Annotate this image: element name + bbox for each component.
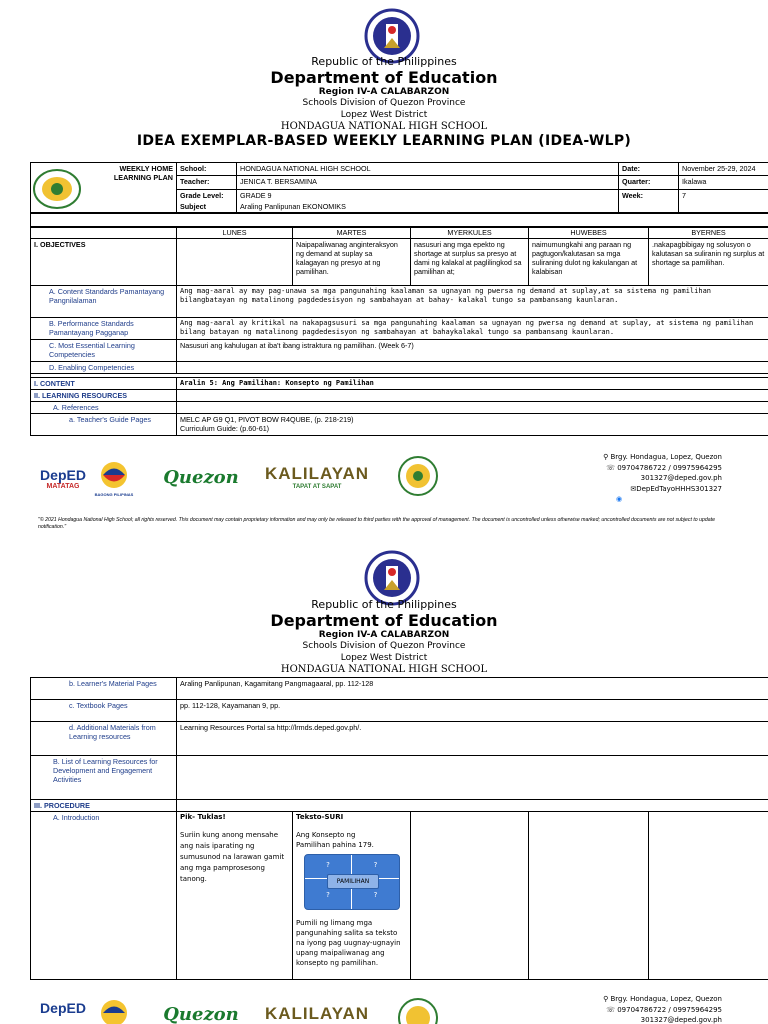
intro-huwebes: [529, 812, 649, 980]
performance-standards-label: B. Performance Standards Pamantayang Pagganap: [31, 318, 177, 340]
bagong-pilipinas-icon: [99, 460, 129, 492]
wlp-objectives-table: [30, 226, 768, 436]
school-seal-icon-2: [398, 998, 438, 1024]
department-title: Department of Education: [270, 68, 498, 87]
objectives-label: I. OBJECTIVES: [31, 239, 177, 286]
footer-page1: [0, 450, 768, 514]
references-label: A. References: [31, 402, 177, 414]
bagong-pilipinas-logo-2: [92, 998, 136, 1024]
introduction-label: A. Introduction: [31, 812, 177, 980]
teacher-label: Teacher:: [177, 176, 237, 190]
region-text: Region IV-A CALABARZON: [318, 87, 450, 97]
obj-huwebes: naimumungkahi ang paraan ng pagtugon/kalutasan sa mga suliraning dulot ng kakulangan at kalabisan: [529, 239, 649, 286]
phone-icon-2: ☏: [606, 1005, 615, 1014]
location-icon: ⚲: [603, 453, 609, 461]
diagram-q2: ?: [352, 855, 399, 880]
list-resources-label: B. List of Learning Resources for Development and Engagement Activities: [31, 756, 177, 800]
deped-matatag-logo-2: [36, 1000, 90, 1024]
republic-text-2: Republic of the Philippines: [311, 598, 457, 611]
wlp-label: WEEKLY HOME LEARNING PLAN: [113, 164, 173, 182]
district-text-2: Lopez West District: [340, 653, 428, 663]
quarter-label: Quarter:: [619, 176, 679, 190]
school-value: HONDAGUA NATIONAL HIGH SCHOOL: [237, 163, 619, 176]
melc-label: C. Most Essential Learning Competencies: [31, 340, 177, 362]
wlp-table-page1: [30, 162, 768, 228]
obj-lunes: [177, 239, 293, 286]
deped-quezon-logo: [162, 460, 240, 494]
pik-tuklas-text: Suriin kung anong mensahe ang nais iparating ng sumusunod na larawan gamit ang mga pamprosesong tanong.: [180, 830, 285, 883]
content-standards-value: Ang mag-aaral ay may pag-unawa sa mga pangunahing kaalaman sa ugnayan ng pwersa ng demand at suplay,at sa sistema ng pamilihan bilangbatayan ng matalinong pagdedesisyon ng sambahayan at bahay- kalakal tungo sa pambansang kaunlaran.: [177, 286, 768, 318]
intro-martes: [293, 812, 411, 980]
location-icon-2: ⚲: [603, 995, 609, 1003]
deped-logo-text-2: DepED: [40, 1000, 86, 1016]
obj-myerkules: nasusuri ang mga epekto ng shortage at surplus sa presyo at dami ng kalakal at paglilingkod sa pamilihan at;: [411, 239, 529, 286]
references-value: [177, 402, 768, 414]
bagong-text: BAGONG PILIPINAS: [94, 491, 134, 497]
diagram-q4: ?: [373, 891, 378, 900]
day-myerkules: MYERKULES: [411, 227, 529, 239]
diagram-q3: ?: [305, 879, 352, 909]
list-resources-value: [177, 756, 768, 800]
day-lunes: LUNES: [177, 227, 293, 239]
performance-standards-value: Ang mag-aaral ay kritikal na nakapagsusuri sa mga pangunahing kaalaman sa ugnayan ng pwersa ng demand at suplay, at sistema ng pamilihan bilang batayan ng matalinong pagdedesisyon ng sambahayan at bahaykalakal tungo sa pambansang kaunlaran.: [177, 318, 768, 340]
kalilayan-logo-2: [256, 1004, 378, 1024]
republic-text: Republic of the Philippines: [311, 55, 457, 68]
wlp-label-cell: [31, 163, 177, 214]
obj-martes: Naipapaliwanag anginteraksyon ng demand at suplay sa kalagayan ng presyo at ng pamilihan.: [293, 239, 411, 286]
pik-tuklas-title: Pik- Tuklas!: [180, 813, 226, 821]
procedure-value: [177, 800, 768, 812]
address-text-2: Brgy. Hondagua, Lopez, Quezon: [610, 995, 722, 1003]
spacer-row: [31, 213, 768, 227]
day-martes: MARTES: [293, 227, 411, 239]
learner-material-label: b. Learner's Material Pages: [31, 678, 177, 700]
tg-line2: Curriculum Guide: (p.60-61): [180, 424, 270, 433]
kalilayan-logo: [256, 460, 378, 494]
additional-label: d. Additional Materials from Learning resources: [31, 722, 177, 756]
deped-quezon-logo-2: [162, 1004, 240, 1024]
resources-value: [177, 390, 768, 402]
quezon-text-2: Quezon: [163, 1004, 239, 1024]
day-huwebes: HUWEBES: [529, 227, 649, 239]
teksto-suri-text: Ang Konsepto ng Pamilihan pahina 179.: [296, 830, 374, 849]
week-value: 7: [679, 190, 768, 214]
contact-block-2: [522, 994, 722, 1024]
resources-label: II. LEARNING RESOURCES: [31, 390, 177, 402]
enabling-label: D. Enabling Competencies: [31, 362, 177, 374]
intro-myerkules: [411, 812, 529, 980]
learner-material-value: Araling Panlipunan, Kagamitang Pangmagaaral, pp. 112-128: [177, 678, 768, 700]
empty-head: [31, 227, 177, 239]
department-title-2: Department of Education: [270, 611, 498, 630]
kalilayan-text: KALILAYAN: [264, 464, 370, 483]
phone-text: 09704786722 / 09975964295: [617, 463, 722, 472]
bagong-pilipinas-icon-2: [99, 998, 129, 1024]
school-logo-icon: [33, 169, 81, 209]
enabling-value: [177, 362, 768, 374]
wlp-table-page2: [30, 677, 768, 980]
fb-text: DepEdTayoHHHS301327: [636, 484, 722, 493]
email-text-2: 301327@deped.gov.ph: [640, 1016, 722, 1024]
region-text-2: Region IV-A CALABARZON: [318, 630, 450, 640]
deped-logo-text: DepED: [40, 466, 86, 483]
phone-icon: ☏: [606, 463, 615, 472]
subject-label: Subject: [177, 201, 237, 213]
teksto-suri-title: Teksto-SURI: [296, 813, 344, 821]
teacher-value: JENICA T. BERSAMINA: [237, 176, 619, 190]
district-text: Lopez West District: [340, 110, 428, 120]
kalilayan-text-2: KALILAYAN: [264, 1004, 370, 1023]
facebook-icon[interactable]: ◉: [616, 495, 623, 503]
tg-line1: MELC AP G9 Q1, PIVOT BOW R4QUBE, (p. 218-219): [180, 415, 354, 424]
diagram-q1: ?: [305, 855, 352, 880]
additional-value: Learning Resources Portal sa http://lrmds.deped.gov.ph/.: [177, 722, 768, 756]
deped-matatag-logo: [36, 458, 90, 498]
school-name: HONDAGUA NATIONAL HIGH SCHOOL: [280, 121, 488, 132]
teacher-guide-label: a. Teacher's Guide Pages: [31, 414, 177, 436]
quarter-value: Ikalawa: [679, 176, 768, 190]
melc-value: Nasusuri ang kahulugan at iba't ibang istraktura ng pamilihan. (Week 6-7): [177, 340, 768, 362]
school-seal-icon: [398, 456, 438, 496]
textbook-label: c. Textbook Pages: [31, 700, 177, 722]
matatag-text: MATATAG: [46, 482, 80, 490]
footer-page2: [0, 992, 768, 1024]
obj-byernes: .nakapagbibigay ng solusyon o kalutasan sa suliranin ng surplus at shortage sa pamilihan.: [649, 239, 768, 286]
school-label: School:: [177, 163, 237, 176]
division-text-2: Schools Division of Quezon Province: [302, 641, 466, 651]
content-standards-label: A. Content Standards Pamantayang Pangnilalaman: [31, 286, 177, 318]
quezon-text: Quezon: [163, 466, 239, 488]
mail-icon: ✉: [630, 484, 637, 493]
week-label: Week:: [619, 190, 679, 214]
grade-label: Grade Level:: [177, 190, 237, 202]
grade-value: GRADE 9: [237, 190, 619, 202]
plan-title: IDEA EXEMPLAR-BASED WEEKLY LEARNING PLAN (IDEA-WLP): [136, 133, 632, 149]
content-value: Aralin 5: Ang Pamilihan: Konsepto ng Pamilihan: [177, 378, 768, 390]
phone-text-2: 09704786722 / 09975964295: [617, 1005, 722, 1014]
pamilihan-diagram: [304, 854, 400, 910]
date-label: Date:: [619, 163, 679, 176]
date-value: November 25-29, 2024: [679, 163, 768, 176]
email-text: 301327@deped.gov.ph: [640, 474, 722, 482]
diagram-center: PAMILIHAN: [327, 874, 379, 889]
disclaimer-text: "© 2021 Hondagua National High School; all rights reserved. This document may contain proprietary information and may only be released to third parties with the approval of management. The document is uncontrolled unless otherwise marked; uncontrolled documents are not subject to update notification.": [38, 517, 715, 530]
content-label: I. CONTENT: [31, 378, 177, 390]
tapat-text: TAPAT AT SAPAT: [292, 484, 342, 490]
teksto-suri-instruction: Pumili ng limang mga pangunahing salita sa teksto na iyong pag uugnay-ugnayin upang maipaliwanag ang konsepto ng pamilihan.: [296, 918, 401, 967]
subject-value: Araling Panlipunan EKONOMIKS: [237, 201, 619, 213]
intro-byernes: [649, 812, 768, 980]
school-name-2: HONDAGUA NATIONAL HIGH SCHOOL: [280, 664, 488, 675]
day-byernes: BYERNES: [649, 227, 768, 239]
teacher-guide-value: [177, 414, 768, 436]
procedure-label: III. PROCEDURE: [31, 800, 177, 812]
bagong-pilipinas-logo: [92, 456, 136, 500]
textbook-value: pp. 112-128, Kayamanan 9, pp.: [177, 700, 768, 722]
division-text: Schools Division of Quezon Province: [302, 98, 466, 108]
address-text: Brgy. Hondagua, Lopez, Quezon: [610, 453, 722, 461]
intro-lunes: [177, 812, 293, 980]
contact-block: [522, 452, 722, 505]
